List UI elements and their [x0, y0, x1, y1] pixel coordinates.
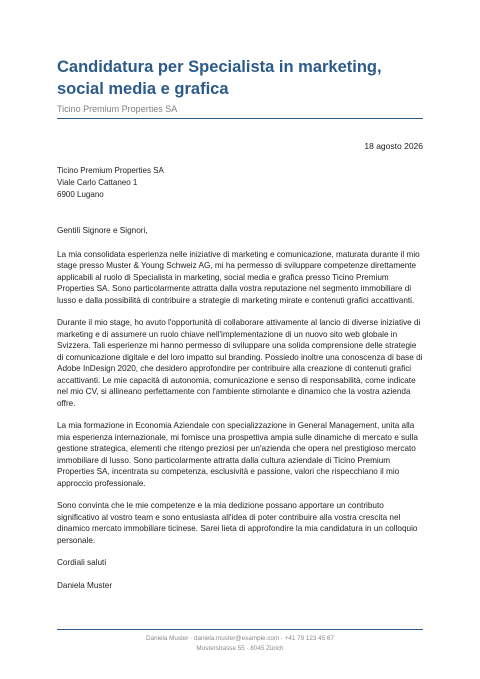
- footer-divider: [57, 629, 423, 630]
- letter-footer: [57, 634, 423, 653]
- signature: Daniela Muster: [57, 580, 113, 590]
- paragraph-2: Durante il mio stage, ho avuto l'opportunità di collaborare attivamente al lancio di diverse iniziative di marketing e di assumere un ruolo chiave nell'implementazione di un nuovo sito web globale in Svizzera. Tali esperienze mi hanno permesso di sviluppare una solida comprensione delle strategie di comunicazione digitale e del loro impatto sul branding. Possiedo inoltre una conoscenza di base di Adobe InDesign 2020, che desidero approfondire per contribuire alla creazione di contenuti grafici accattivanti. Le mie capacità di autonomia, comunicazione e senso di responsabilità, come indicate nel mio CV, si allineano perfettamente con l'ambiente stimolante e dinamico che la vostra azienda offre.: [57, 318, 423, 408]
- closing: Cordiali saluti: [57, 558, 107, 567]
- paragraph-1: La mia consolidata esperienza nelle iniziative di marketing e comunicazione, maturata durante il mio stage presso Muster & Young Schweiz AG, mi ha permesso di sviluppare competenze direttamente applicabili al ruolo di Specialista in marketing, social media e grafica presso Ticino Premium Properties SA. Sono particolarmente attratta dalla vostra reputazione nel segmento immobiliare di lusso e dalla possibilità di contribuire a strategie di marketing mirate e contenuti grafici accattivanti.: [57, 249, 420, 305]
- recipient-city: 6900 Lugano: [57, 190, 104, 199]
- title-line-2: social media e grafica: [57, 80, 229, 98]
- page-title: [57, 56, 423, 100]
- paragraph-4: Sono convinta che le mie competenze e la mia dedizione possano apportare un contributo significativo al vostro team e sono entusiasta all'idea di poter contribuire alla vostra crescita nel dinamico mercato immobiliare ticinese. Sarei lieta di approfondire la mia candidatura in un colloquio personale.: [57, 501, 418, 545]
- paragraph-3: La mia formazione in Economia Aziendale con specializzazione in General Management, unita alla mia esperienza internazionale, mi fornisce una prospettiva ampia sulle dinamiche di mercato e sulla gestione strategica, elementi che ritengo preziosi per un'azienda che opera nel prestigioso mercato immobiliare di lusso. Sono particolarmente attratta dalla cultura aziendale di Ticino Premium Properties SA, incentrata su competenza, esclusività e passione, valori che rispecchiano il mio approccio professionale.: [57, 421, 418, 488]
- letter-header: [57, 56, 423, 115]
- recipient-name: Ticino Premium Properties SA: [57, 166, 164, 175]
- letter-body: [57, 225, 425, 602]
- salutation: Gentili Signore e Signori,: [57, 226, 148, 235]
- title-line-1: Candidatura per Specialista in marketing,: [57, 58, 382, 76]
- recipient-address: [57, 165, 423, 201]
- header-divider: [57, 118, 423, 119]
- letter-date: 18 agosto 2026: [364, 141, 423, 151]
- footer-contact: Daniela Muster · daniela.muster@example.com · +41 79 123 45 67: [146, 635, 334, 642]
- recipient-street: Viale Carlo Cattaneo 1: [57, 178, 138, 187]
- footer-address: Musterstrasse 55 · 8045 Zürich: [196, 644, 284, 652]
- company-subtitle: Ticino Premium Properties SA: [57, 104, 178, 114]
